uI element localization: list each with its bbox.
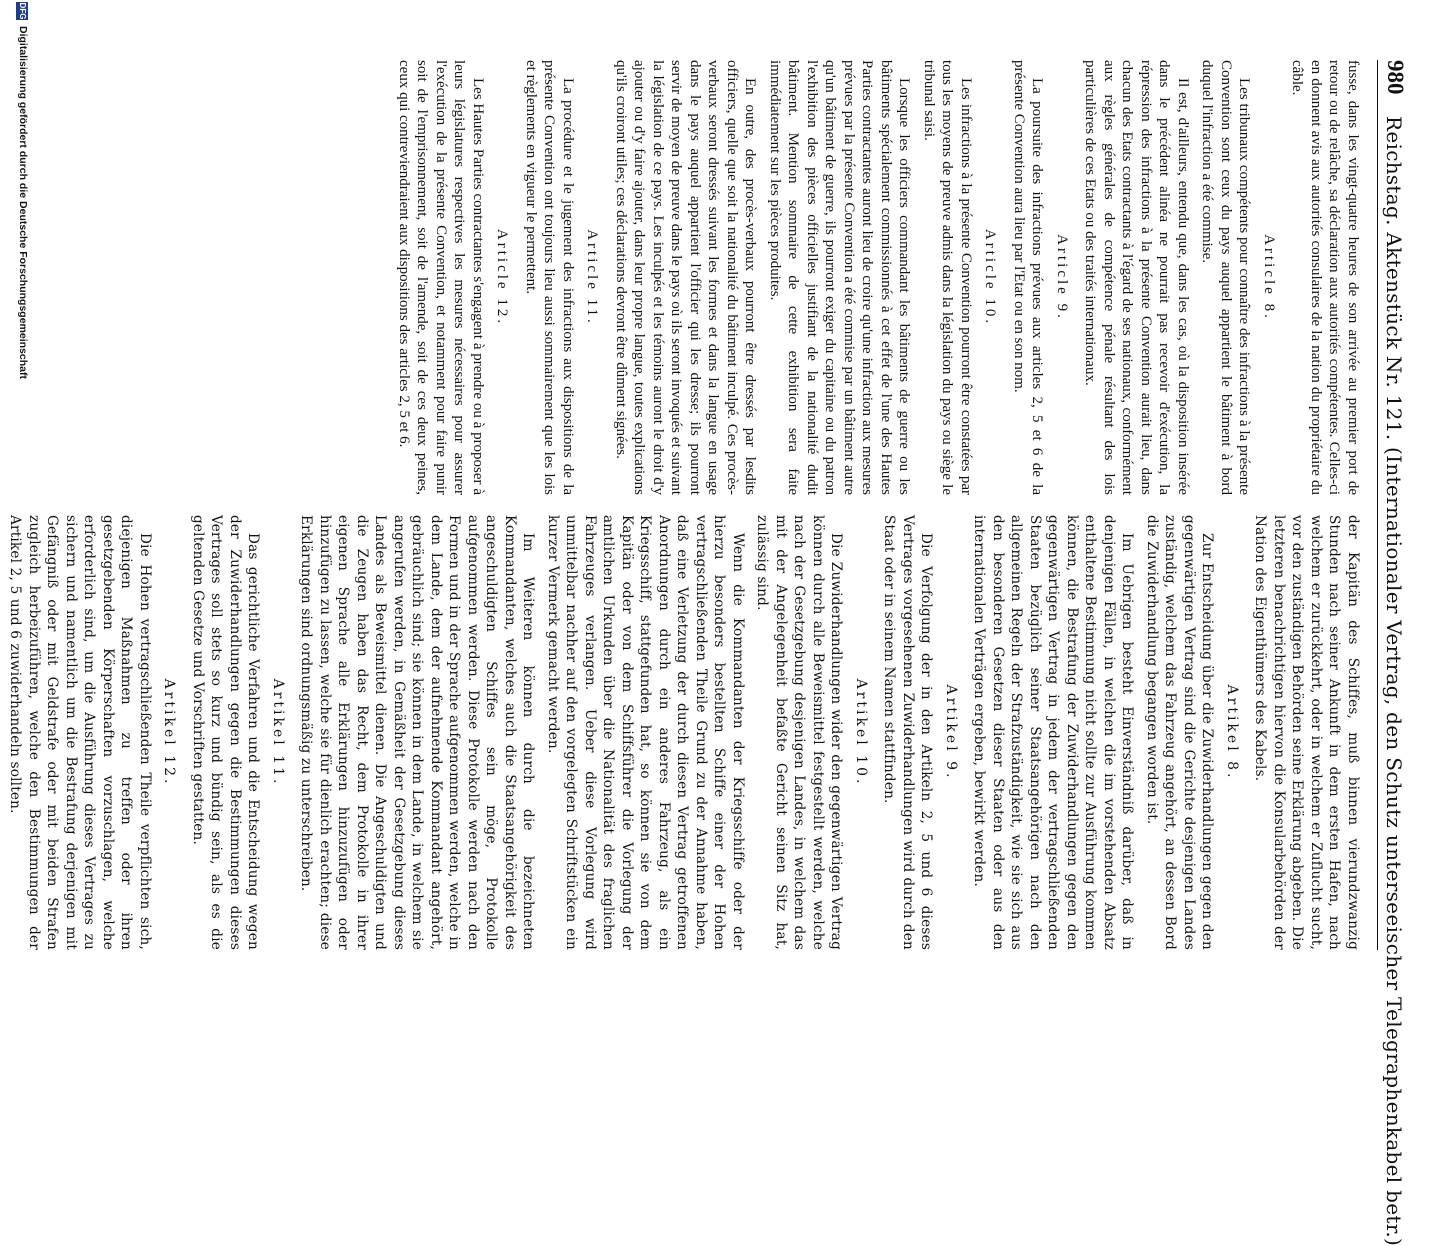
german-paragraph: Die Hohen vertragschließenden Theile verpflichten sich, diejenigen Maßnahmen zu treffen oder ihren gesetzgebenden Körperschaften vorzuschlagen, welche erforderlich sind, um die Ausführung dieses Vertrages zu sichern und namentlich um die Bestrafung derjenigen mit Gefängniß oder mit Geldstrafe oder mit beiden Strafen zugleich herbeizuführen, welche den Bestimmungen der Artikel 2, 5 und 6 zuwiderhandeln sollten. [7,515,153,950]
german-text-column [7,515,1362,950]
french-article-heading: Article 10. [982,228,999,327]
german-article-heading: Artikel 12. [161,678,178,787]
german-paragraph: der Kapitän des Schiffes, muß binnen vierundzwanzig Stunden nach seiner Ankunft in dem ersten Hafen, nach welchem er zurückkehrt, oder in welchem er Zuflucht sucht, vor den zuständigen Behörden seine Erklärung abgeben. Die letzteren benachrichtigen hiervon die Konsularbehörden der Nation des Eigenthümers des Kabels. [1252,515,1361,950]
german-article-heading: Artikel 9. [943,684,959,781]
running-title: Reichstag. Aktenstück Nr. 121. (Internationaler Vertrag, den Schutz unterseeischer Telegraphenkabel betr.) [1382,116,1406,1246]
french-paragraph: Les tribunaux compétents pour connaître des infractions à la présente Convention sont ceux du pays auquel appartient le bâtiment à bord duquel l'infraction a été commise. [1199,60,1253,495]
french-article-heading: Article 9. [1054,234,1070,321]
digitization-footer [6,0,30,1000]
french-paragraph: fusse, dans les vingt-quatre heures de son arrivée au premier port de retour ou de relâche, sa déclaration aux autorités compétentes. Celles-ci en donnent avis aux autorités consulaires de la nation du propriétaire du câble. [1289,60,1361,495]
french-paragraph: Les Hautes Parties contractantes s'engagent à prendre ou à proposer à leurs législatures respectives les mesures nécessaires pour assurer l'exécution de la présente Convention, et notamment pour faire punir soit de l'emprisonnement, soit de l'amende, soit de ces deux peines, ceux qui contreviendraient aux dispositions des articles 2, 5 et 6. [396,60,486,495]
digitization-note: Digitalisierung gefördert durch die Deutsche Forschungsgemeinschaft [17,26,29,379]
french-paragraph: En outre, des procès-verbaux pourront être dressés par lesdits officiers, quelle que soit la nationalité du bâtiment inculpé. Ces procès-verbaux seront dressés suivant les formes et dans la langue en usage dans le pays auquel appartient l'officier qui les dresse; ils pourront servir de moyen de preuve dans le pays où ils seront invoqués et suivant la législation de ce pays. Les inculpés et les témoins auront le droit d'y ajouter ou d'y faire ajouter, dans leur propre langue, toutes explications qu'ils croiront utiles; ces déclarations devront être dûment signées. [613,60,759,495]
german-paragraph: Das gerichtliche Verfahren und die Entscheidung wegen der Zuwiderhandlungen gegen die Bestimmungen dieses Vertrages soll stets so kurz und bündig sein, als es die geltenden Gesetze und Vorschriften gestatten. [190,515,262,950]
german-paragraph: Im Uebrigen besteht Einverständniß darüber, daß in denjenigen Fällen, in welchen die im vorstehenden Absatz enthaltene Bestimmung nicht sollte zur Ausführung kommen können, die Bestrafung der Zuwiderhandlungen gegen den gegenwärtigen Vertrag in jedem der vertragschließenden Staaten bezüglich seiner Staatsangehörigen nach den allgemeinen Regeln der Strafzuständigkeit, wie sie sich aus den besonderen Gesetzen dieser Staaten oder aus den internationalen Verträgen ergeben, bewirkt werden. [971,515,1136,950]
german-paragraph: Die Zuwiderhandlungen wider den gegenwärtigen Vertrag können durch alle Beweismittel festgestellt werden, welche nach der Gesetzgebung desjenigen Landes, in welchem das mit der Angelegenheit befaßte Gericht seinen Sitz hat, zulässig sind. [754,515,845,950]
german-paragraph: Die Verfolgung der in den Artikeln 2, 5 und 6 dieses Vertrages vorgesehenen Zuwiderhandlungen wird durch den Staat oder in seinem Namen stattfinden. [881,515,935,950]
french-article-heading: Article 11. [584,229,601,326]
german-paragraph: Zur Entscheidung über die Zuwiderhandlungen gegen den gegenwärtigen Vertrag sind die Gerichte desjenigen Landes zuständig, welchem das Fahrzeug angehört, an dessen Bord die Zuwiderhandlung begangen worden ist. [1144,515,1216,950]
german-article-heading: Artikel 11. [270,678,286,787]
german-paragraph: Wenn die Kommandanten der Kriegsschiffe oder der hierzu besonders bestellten Schiffe einer der Hohen vertragschließenden Theile Grund zu der Annahme haben, daß eine Verletzung der durch diesen Vertrag getroffenen Anordnungen durch ein anderes Fahrzeug, als ein Kriegsschiff, stattgefunden hat, so können sie von dem Kapitän oder von dem Schiffsführer die Vorlegung der amtlichen Urkunden über die Nationalität des fraglichen Fahrzeuges verlangen. Ueber diese Vorlegung wird unmittelbar nachher auf den vorgelegten Schriftstücken ein kurzer Vermerk gemacht werden. [545,515,746,950]
french-paragraph: Il est, d'ailleurs, entendu que, dans les cas, où la disposition insérée dans le précédent alinéa ne pourrait pas recevoir d'exécution, la répression des infractions à la présente Convention aurait lieu, dans chacun des Etats contractants à l'égard de ses nationaux, conformément aux règles générales de compétence pénale résultant des lois particulières de ces Etats ou des traités internationaux. [1082,60,1191,495]
dfg-logo: DFG [18,2,27,20]
german-article-heading: Artikel 10. [853,678,869,787]
french-paragraph: La procédure et le jugement des infractions aux dispositions de la présente Convention ont toujours lieu aussi sommairement que les lois et règlements en vigueur le permettent. [523,60,576,495]
french-article-heading: Article 12. [494,228,511,327]
german-article-heading: Artikel 8. [1224,684,1240,781]
french-article-heading: Article 8. [1261,234,1277,321]
german-paragraph: Im Weiteren können durch die bezeichneten Kommandanten, welches auch die Staatsangehörigkeit des angeschuldigten Schiffes sein möge, Protokolle aufgenommen werden. Diese Protokolle werden nach den Formen und in der Sprache aufgenommen werden, welche in dem Lande, dem der aufnehmende Kommandant angehört, gebräuchlich sind; sie können in dem Lande, in welchem sie angerufen werden, in Gemäßheit der Gesetzgebung dieses Landes als Beweismittel dienen. Die Angeschuldigten und die Zeugen haben das Recht, dem Protokolle in ihrer eigenen Sprache alle Erklärungen hinzuzufügen oder hinzufügen zu lassen, welche sie für dienlich erachten; diese Erklärungen sind ordnungsmäßig zu unterschreiben. [298,515,537,950]
page-number: 980 [1383,60,1408,95]
french-paragraph: La poursuite des infractions prévues aux articles 2, 5 et 6 de la présente Convention aura lieu par l'Etat ou en son nom. [1011,60,1046,495]
french-paragraph: Lorsque les officiers commandant les bâtiments de guerre ou les bâtiments spécialement commissionnés à cet effet de l'une des Hautes Parties contractantes auront lieu de croire qu'une infraction aux mesures prévues par la présente Convention a été commise par un bâtiment autre qu'un bâtiment de guerre, ils pourront exiger du capitaine ou du patron l'exhibition des pièces officielles justifiant de la nationalité dudit bâtiment. Mention sommaire de cette exhibition sera faite immédiatement sur les pièces produites. [767,60,913,495]
page-header [1377,60,1412,1246]
french-text-column [112,60,1362,495]
french-paragraph: Les infractions à la présente Convention pourront être constatées par tous les moyens de preuve admis dans la législation du pays ou siège le tribunal saisi. [921,60,974,495]
